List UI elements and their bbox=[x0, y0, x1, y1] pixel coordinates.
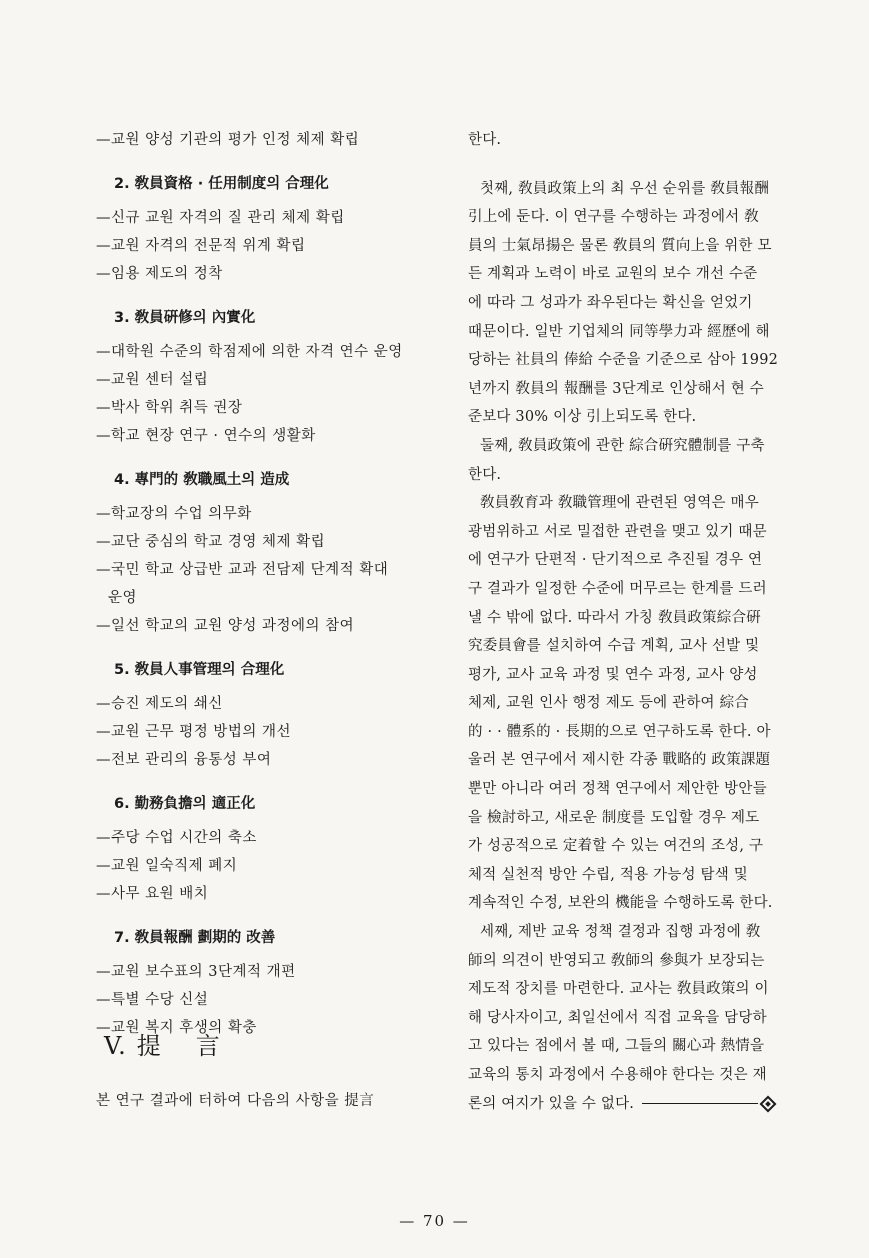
text-line: 에 따라 그 성과가 좌우된다는 확신을 얻었기 bbox=[468, 294, 753, 311]
text-line: 둘째, 敎員政策에 관한 綜合硏究體制를 구축 bbox=[480, 437, 765, 454]
section-title-char: 言 bbox=[195, 1032, 221, 1060]
section-heading: 3. 敎員硏修의 內實化 bbox=[114, 310, 256, 326]
section-heading: 6. 勤務負擔의 適正化 bbox=[114, 796, 256, 812]
list-item: —교원 자격의 전문적 위계 확립 bbox=[96, 238, 306, 254]
text-line: 세째, 제반 교육 정책 결정과 집행 과정에 敎 bbox=[480, 924, 761, 941]
list-item: —박사 학위 취득 권장 bbox=[96, 400, 243, 416]
text-line: 든 계획과 노력이 바로 교원의 보수 개선 수준 bbox=[468, 266, 758, 283]
text-line: 引上에 둔다. 이 연구를 수행하는 과정에서 敎 bbox=[468, 209, 759, 226]
text-line: 울러 본 연구에서 제시한 각종 戰略的 政策課題 bbox=[468, 752, 771, 769]
text-line: 뿐만 아니라 여러 정책 연구에서 제안한 방안들 bbox=[468, 781, 767, 798]
text-line: 的 · · 體系的 · 長期的으로 연구하도록 한다. 아 bbox=[468, 723, 771, 740]
list-item: —전보 관리의 융통성 부여 bbox=[96, 752, 272, 768]
right-column bbox=[468, 126, 826, 1118]
text-line: 을 檢討하고, 새로운 制度를 도입할 경우 제도 bbox=[468, 809, 760, 826]
text-line: 계속적인 수정, 보완의 機能을 수행하도록 한다. bbox=[468, 895, 773, 912]
section-title bbox=[104, 1030, 221, 1062]
section-number: V. bbox=[104, 1032, 127, 1060]
page-number: — 70 — bbox=[399, 1212, 470, 1230]
list-item: —교원 근무 평정 방법의 개선 bbox=[96, 724, 292, 740]
text-line: 師의 의견이 반영되고 敎師의 參與가 보장되는 bbox=[468, 952, 765, 969]
section-heading: 4. 專門的 敎職風土의 造成 bbox=[114, 472, 290, 488]
list-item: —주당 수업 시간의 축소 bbox=[96, 830, 257, 846]
text-line: 광범위하고 서로 밀접한 관련을 맺고 있기 때문 bbox=[468, 523, 767, 540]
list-item: —임용 제도의 정착 bbox=[96, 266, 223, 282]
list-item: —교원 양성 기관의 평가 인정 체제 확립 bbox=[96, 132, 360, 148]
text-line: 究委員會를 설치하여 수급 계획, 교사 선발 및 bbox=[468, 638, 760, 655]
text-line: 敎員敎育과 敎職管理에 관련된 영역은 매우 bbox=[480, 495, 759, 512]
text-line: 구 결과가 일정한 수준에 머무르는 한계를 드러 bbox=[468, 580, 767, 597]
list-item: —승진 제도의 쇄신 bbox=[96, 696, 223, 712]
list-item: —대학원 수준의 학점제에 의한 자격 연수 운영 bbox=[96, 344, 403, 360]
closing-line: 본 연구 결과에 터하여 다음의 사항을 提言 bbox=[96, 1093, 375, 1109]
list-item: —일선 학교의 교원 양성 과정에의 참여 bbox=[96, 618, 355, 634]
list-item: —교원 복지 후생의 확충 bbox=[96, 1020, 257, 1036]
section-heading: 7. 敎員報酬 劃期的 改善 bbox=[114, 930, 276, 946]
list-item-continuation: 운영 bbox=[108, 590, 138, 606]
text-line: 에 연구가 단편적 · 단기적으로 추진될 경우 연 bbox=[468, 552, 763, 569]
list-item: —국민 학교 상급반 교과 전담제 단계적 확대 bbox=[96, 562, 389, 578]
text-line: 년까지 敎員의 報酬를 3단계로 인상해서 현 수 bbox=[468, 380, 764, 397]
text-line: 한다. bbox=[468, 466, 502, 483]
text-line bbox=[468, 1090, 826, 1119]
text-line: 員의 士氣昂揚은 물론 敎員의 質向上을 위한 모 bbox=[468, 237, 772, 254]
text-line: 때문이다. 일반 기업체의 同等學力과 經歷에 해 bbox=[468, 323, 770, 340]
text-line: 평가, 교사 교육 과정 및 연수 과정, 교사 양성 bbox=[468, 666, 758, 683]
text-line: 고 있다는 점에서 볼 때, 그들의 關心과 熱情을 bbox=[468, 1038, 765, 1055]
text-line: 가 성공적으로 定着할 수 있는 여건의 조성, 구 bbox=[468, 838, 764, 855]
end-line-text: 론의 여지가 있을 수 없다. bbox=[468, 1095, 635, 1112]
text-line: 한다. bbox=[468, 132, 502, 148]
text-line: 체적 실천적 방안 수립, 적용 가능성 탐색 및 bbox=[468, 866, 748, 883]
list-item: —사무 요원 배치 bbox=[96, 886, 209, 902]
section-heading: 2. 敎員資格 · 任用制度의 合理化 bbox=[114, 176, 329, 192]
end-rule bbox=[642, 1103, 758, 1104]
list-item: —학교 현장 연구 · 연수의 생활화 bbox=[96, 428, 316, 444]
left-column bbox=[96, 126, 446, 1042]
text-line: 해 당사자이고, 최일선에서 직접 교육을 담당하 bbox=[468, 1009, 767, 1026]
list-item: —교원 보수표의 3단계적 개편 bbox=[96, 964, 296, 980]
text-line: 낼 수 밖에 없다. 따라서 가칭 敎員政策綜合硏 bbox=[468, 609, 761, 626]
text-line: 첫째, 敎員政策上의 최 우선 순위를 敎員報酬 bbox=[480, 180, 770, 197]
body-text bbox=[468, 175, 826, 1119]
text-line: 교육의 통치 과정에서 수용해야 한다는 것은 재 bbox=[468, 1067, 767, 1083]
end-mark-icon bbox=[760, 1095, 777, 1112]
list-item: —교원 센터 설립 bbox=[96, 372, 209, 388]
text-line: 체제, 교원 인사 행정 제도 등에 관하여 綜合 bbox=[468, 695, 749, 712]
list-item: —교원 일숙직제 폐지 bbox=[96, 858, 238, 874]
section-heading: 5. 敎員人事管理의 合理化 bbox=[114, 662, 285, 678]
list-item: —특별 수당 신설 bbox=[96, 992, 209, 1008]
list-item: —신규 교원 자격의 질 관리 체제 확립 bbox=[96, 210, 345, 226]
list-item: —교단 중심의 학교 경영 체제 확립 bbox=[96, 534, 326, 550]
text-line: 당하는 社員의 俸給 수준을 기준으로 삼아 1992 bbox=[468, 352, 779, 369]
section-title-char: 提 bbox=[136, 1032, 162, 1060]
text-line: 제도적 장치를 마련한다. 교사는 敎員政策의 이 bbox=[468, 981, 769, 998]
list-item: —학교장의 수업 의무화 bbox=[96, 506, 252, 522]
text-line: 준보다 30% 이상 引上되도록 한다. bbox=[468, 409, 697, 426]
